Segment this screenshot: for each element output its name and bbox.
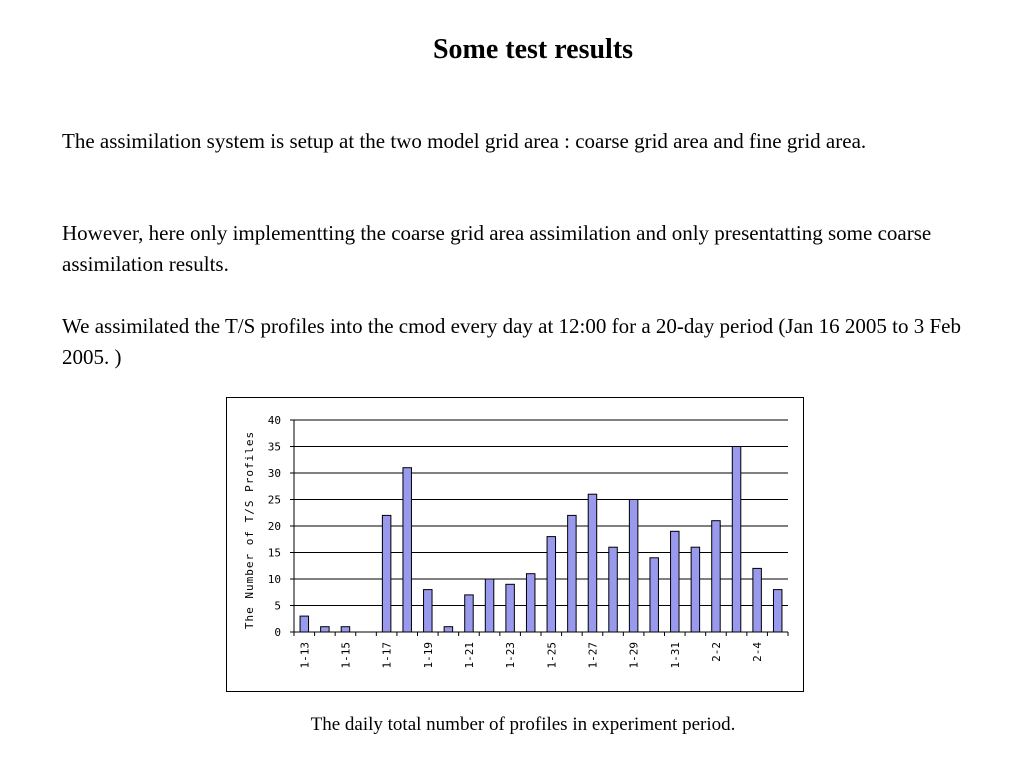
bar-1-23 [506,584,515,632]
x-tick-label: 2-2 [709,642,723,662]
bar-1-31 [671,531,680,632]
bar-1-27 [588,494,597,632]
chart-frame [226,397,804,692]
bar-2-5 [773,590,782,632]
slide-title: Some test results [432,34,634,65]
x-tick-label: 2-4 [751,642,765,662]
bar-2-1 [691,547,700,632]
x-tick-label: 1-19 [421,642,435,669]
paragraph-coarse-assimilation: However, here only implementting the coarse grid area assimilation and only presentatting some coarse assimilation results. [62,221,932,276]
bar-1-17 [382,515,391,632]
bar-1-24 [526,574,535,632]
y-tick-label: 15 [267,546,281,560]
bar-1-13 [300,616,309,632]
bar-1-21 [465,595,474,632]
y-tick-label: 20 [267,520,281,533]
bar-1-19 [424,590,433,632]
bar-2-3 [732,447,741,633]
bar-1-30 [650,558,659,632]
y-axis-title: The Number of T/S Profiles [243,430,256,630]
bar-1-20 [444,627,453,632]
bar-2-4 [753,568,762,632]
x-tick-label: 1-15 [339,642,353,669]
bar-1-28 [609,547,618,632]
bar-1-14 [321,627,330,632]
y-tick-label: 35 [267,440,281,454]
bar-2-2 [712,521,721,632]
y-tick-label: 40 [267,414,281,427]
y-tick-label: 30 [267,467,281,480]
bar-1-22 [485,579,494,632]
bar-1-29 [629,500,638,633]
bar-1-18 [403,468,412,632]
y-tick-label: 25 [267,493,281,507]
profiles-bar-chart [227,398,805,693]
x-tick-label: 1-21 [462,642,476,669]
x-tick-label: 1-25 [545,642,559,669]
paragraph-assimilation-period: We assimilated the T/S profiles into the cmod every day at 12:00 for a 20-day period (Jan 16 2005 to 3 Feb 2005. ) [62,314,961,369]
y-tick-label: 5 [274,599,281,613]
x-tick-label: 1-17 [380,642,394,669]
y-tick-label: 0 [274,626,281,639]
paragraph-grid-setup: The assimilation system is setup at the two model grid area : coarse grid area and fine grid area. [62,129,867,153]
x-tick-label: 1-31 [668,642,682,669]
chart-caption: The daily total number of profiles in experiment period. [310,714,736,735]
bar-1-25 [547,537,556,632]
x-tick-label: 1-29 [627,642,641,669]
x-tick-label: 1-23 [504,642,518,669]
bar-1-26 [568,515,577,632]
x-tick-label: 1-27 [586,642,600,669]
x-tick-label: 1-13 [298,642,312,669]
bar-1-15 [341,627,350,632]
y-tick-label: 10 [267,573,281,586]
